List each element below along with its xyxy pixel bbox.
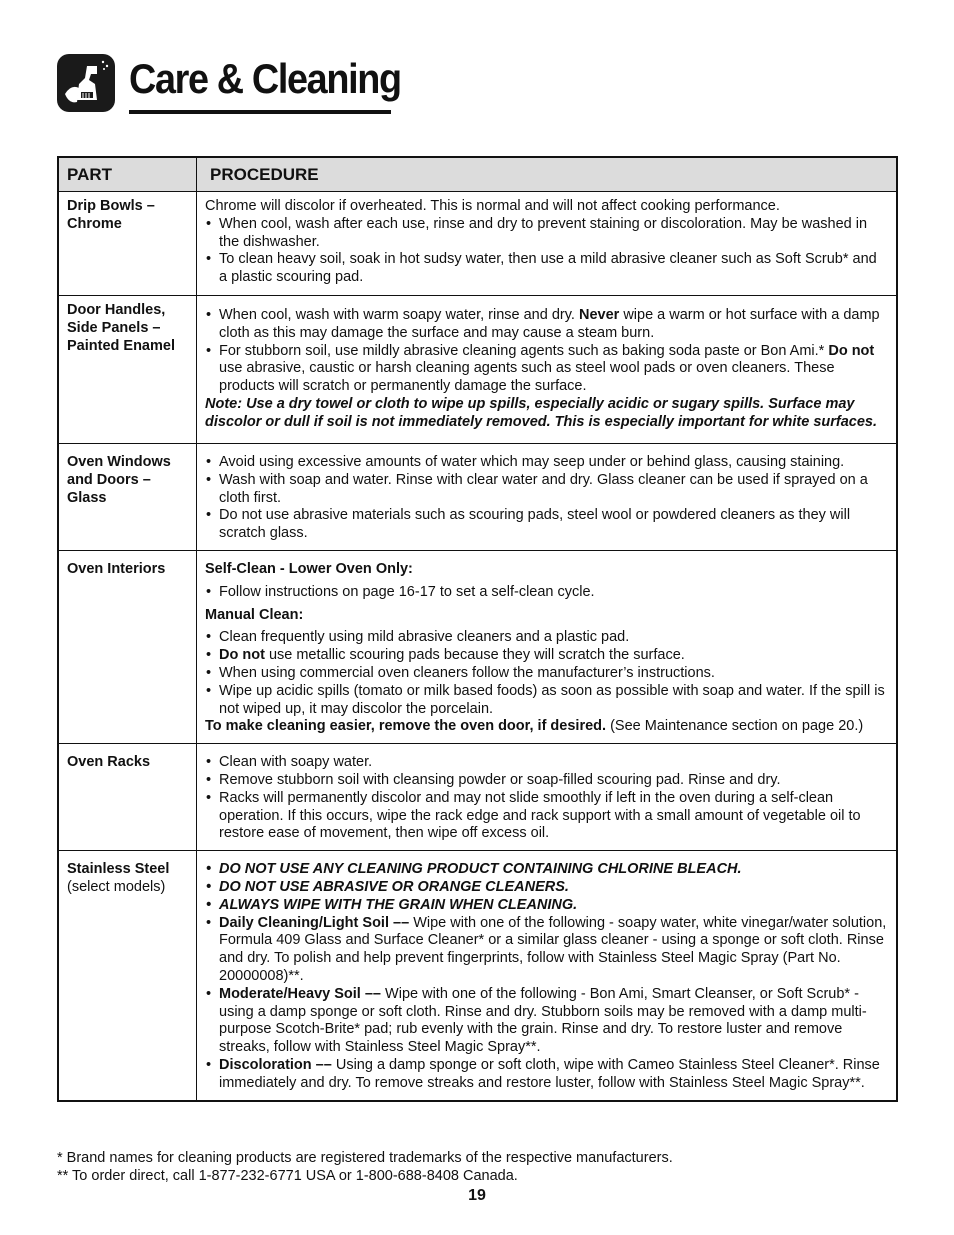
- bullet-text: use abrasive, caustic or harsh cleaning agents such as steel wool pads or oven cleaners. These products will scratch or permanently damage the surface.: [219, 360, 835, 395]
- bullet-text: Wipe with one of the following - Bon Ami, Smart Cleanser, or Soft Scrub* - using a damp sponge or soft cloth. Rinse and dry. Stubborn soils may be removed with a damp multi-purpose Scotch-Brite* pad; rub evenly with the grain. Rinse and dry. To restore luster and remove streaks, follow with Stainless Steel Magic Spray**.: [219, 985, 867, 1056]
- spray-bottle-icon: [57, 54, 115, 112]
- procedure-tip: [205, 718, 888, 736]
- column-header-procedure: PROCEDURE: [197, 157, 898, 192]
- procedure-bullet: [205, 343, 888, 396]
- procedure-cell: [197, 192, 898, 296]
- warning-bullet: • DO NOT USE ANY CLEANING PRODUCT CONTAINING CHLORINE BLEACH.: [205, 861, 888, 879]
- procedure-bullet: • Wash with soap and water. Rinse with clear water and dry. Glass cleaner can be used if sprayed on a cloth first.: [205, 472, 888, 508]
- bullet-text: use metallic scouring pads because they will scratch the surface.: [268, 647, 685, 664]
- table-row: [58, 851, 897, 1101]
- procedure-cell: [197, 851, 898, 1101]
- column-header-part: PART: [58, 157, 197, 192]
- procedure-subheading: Manual Clean:: [205, 606, 304, 623]
- procedure-cell: [197, 550, 898, 743]
- procedure-bullet: [205, 986, 888, 1057]
- table-row: [58, 296, 897, 444]
- footnote: ** To order direct, call 1-877-232-6771 USA or 1-800-688-8408 Canada.: [57, 1168, 518, 1184]
- table-row: [58, 192, 897, 296]
- procedure-bullet: • Avoid using excessive amounts of water which may seep under or behind glass, causing staining.: [205, 454, 888, 472]
- procedure-bullet: • Follow instructions on page 16-17 to set a self-clean cycle.: [205, 584, 888, 602]
- table-header-row: [58, 157, 897, 192]
- procedure-bullet: • Do not use abrasive materials such as scouring pads, steel wool or powdered cleaners as they will scratch glass.: [205, 507, 888, 543]
- warning-bullet: • DO NOT USE ABRASIVE OR ORANGE CLEANERS.: [205, 879, 888, 897]
- procedure-bullet: • Racks will permanently discolor and may not slide smoothly if left in the oven during a self-clean operation. If this occurs, wipe the rack edge and rack support with a small amount of vegetable oil to restore ease of movement, then wipe off excess oil.: [205, 790, 888, 843]
- part-cell: Oven Interiors: [58, 550, 197, 743]
- procedure-bullet: • Wipe up acidic spills (tomato or milk based foods) as soon as possible with soap and water. If the spill is not wiped up, it may discolor the porcelain.: [205, 683, 888, 719]
- table-row: [58, 444, 897, 551]
- part-cell: Door Handles, Side Panels – Painted Enamel: [58, 296, 197, 444]
- footnote: * Brand names for cleaning products are registered trademarks of the respective manufacturers.: [57, 1150, 673, 1166]
- bullet-emphasis: Moderate/Heavy Soil ––: [219, 985, 381, 1002]
- bullet-text: For stubborn soil, use mildly abrasive cleaning agents such as baking soda paste or Bon Ami.*: [219, 342, 825, 359]
- bullet-text: Using a damp sponge or soft cloth, wipe with Cameo Stainless Steel Cleaner*. Rinse immediately and dry. To remove streaks and restore luster, follow with Stainless Steel Magic Spray**.: [219, 1056, 880, 1091]
- procedure-cell: [197, 744, 898, 851]
- part-name: Stainless Steel: [67, 861, 170, 878]
- page-number: 19: [468, 1187, 486, 1204]
- procedure-bullet: • To clean heavy soil, soak in hot sudsy water, then use a mild abrasive cleaner such as Soft Scrub* and a plastic scouring pad.: [205, 251, 888, 287]
- procedure-note: Note: Use a dry towel or cloth to wipe up spills, especially acidic or sugary spills. Surface may discolor or dull if soil is not immediately removed. This is especially important for white surfaces.: [205, 395, 878, 430]
- part-note: (select models): [67, 878, 166, 895]
- procedure-intro: Chrome will discolor if overheated. This is normal and will not affect cooking performance.: [205, 198, 780, 214]
- procedure-cell: [197, 444, 898, 551]
- procedure-bullet: • Clean frequently using mild abrasive cleaners and a plastic pad.: [205, 629, 888, 647]
- part-cell: Drip Bowls – Chrome: [58, 192, 197, 296]
- procedure-bullet: [205, 1057, 888, 1093]
- bullet-emphasis: Discoloration ––: [219, 1056, 332, 1073]
- procedure-bullet: • When using commercial oven cleaners follow the manufacturer’s instructions.: [205, 665, 888, 683]
- bullet-emphasis: Daily Cleaning/Light Soil ––: [219, 914, 410, 931]
- procedure-bullet: • When cool, wash after each use, rinse and dry to prevent staining or discoloration. May be washed in the dishwasher.: [205, 216, 888, 252]
- bullet-text: When cool, wash with warm soapy water, rinse and dry.: [219, 307, 575, 323]
- part-cell: Oven Windows and Doors – Glass: [58, 444, 197, 551]
- procedure-bullet: • Remove stubborn soil with cleansing powder or soap-filled scouring pad. Rinse and dry.: [205, 772, 888, 790]
- bullet-emphasis: Do not: [219, 647, 265, 664]
- footnotes: [57, 1149, 673, 1185]
- bullet-emphasis: Do not: [828, 342, 875, 359]
- procedure-bullet: [205, 647, 888, 665]
- tip-emphasis: To make cleaning easier, remove the oven door, if desired.: [205, 718, 607, 735]
- table-row: [58, 550, 897, 743]
- procedure-bullet: • Clean with soapy water.: [205, 754, 888, 772]
- part-cell: Oven Racks: [58, 744, 197, 851]
- procedure-cell: [197, 296, 898, 444]
- care-cleaning-table: [57, 156, 898, 1102]
- title-underline: [129, 110, 391, 114]
- page-title: Care & Cleaning: [129, 55, 401, 102]
- procedure-bullet: [205, 307, 888, 343]
- bullet-text: wipe a warm or hot surface with a damp cloth as this may damage the surface and may cause a steam burn.: [219, 307, 880, 341]
- warning-bullet: • ALWAYS WIPE WITH THE GRAIN WHEN CLEANING.: [205, 897, 888, 915]
- procedure-bullet: [205, 915, 888, 986]
- bullet-emphasis: Never: [578, 307, 620, 323]
- part-cell: [58, 851, 197, 1101]
- tip-text: (See Maintenance section on page 20.): [610, 718, 864, 735]
- procedure-subheading: Self-Clean - Lower Oven Only:: [205, 560, 413, 577]
- table-row: [58, 744, 897, 851]
- bullet-text: Wipe with one of the following - soapy water, white vinegar/water solution, Formula 409 Glass and Surface Cleaner* or a similar glass cleaner - using a sponge or soft cloth. Rinse and dry. To polish and help prevent fingerprints, follow with Stainless Steel Magic Spray (Part No. 20000008)**.: [219, 914, 887, 984]
